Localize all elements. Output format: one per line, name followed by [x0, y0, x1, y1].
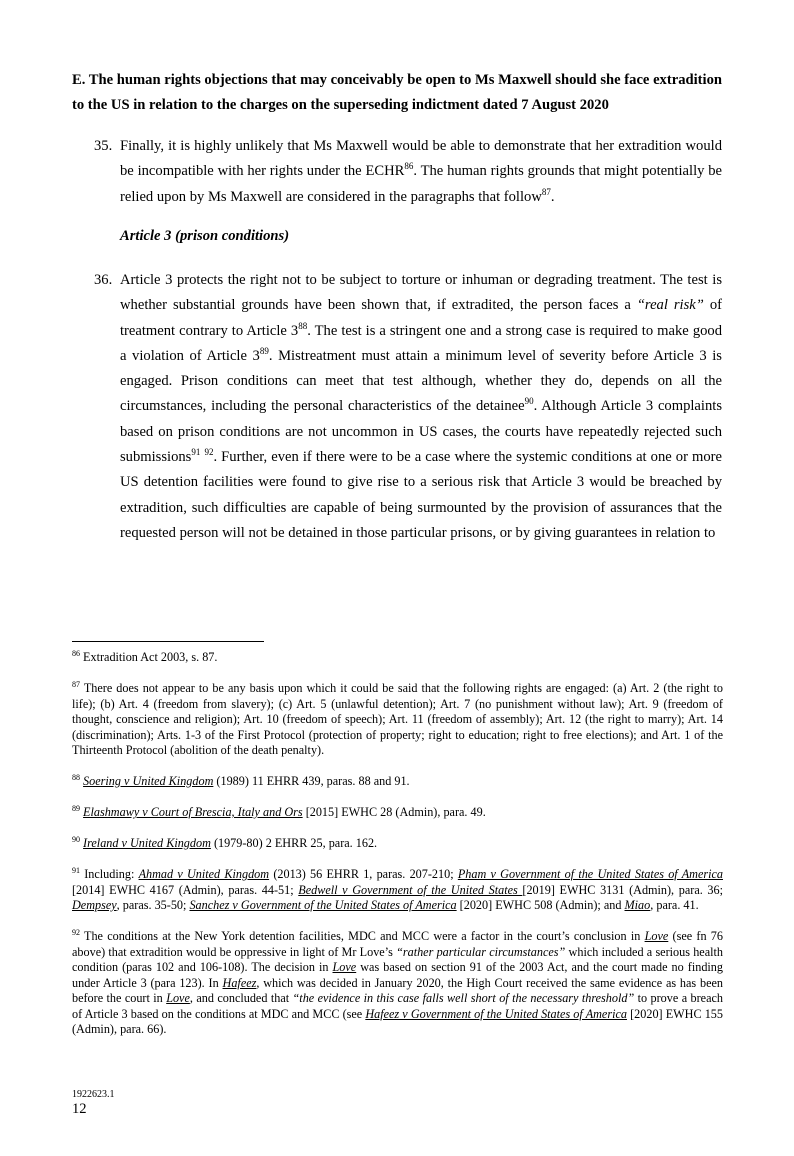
footnote-ref[interactable]: 92 — [204, 447, 214, 458]
paragraph-body — [120, 134, 722, 210]
footnote-87 — [72, 681, 723, 759]
footnote-number: 92 — [72, 927, 80, 937]
case-citation-link[interactable]: Love — [332, 960, 357, 974]
case-citation-link[interactable]: Bedwell v Government of the United States — [298, 882, 523, 897]
footnote-text: to prove a breach of Article 3 based on the conditions at MDC and MCC (see — [72, 991, 723, 1021]
footnote-number: 91 — [72, 865, 80, 875]
paragraph-text: Finally, it is highly unlikely that Ms Maxwell would be able to demonstrate that her extradition would be incompatible with her rights under the ECHR — [120, 138, 722, 180]
paragraph-text: . The human rights grounds that might potentially be relied upon by Ms Maxwell are considered in the paragraphs that follow — [120, 163, 722, 205]
footnote-text: Extradition Act 2003, s. 87. — [80, 650, 218, 664]
case-citation-link[interactable]: Pham v Government of the United States of America — [457, 867, 723, 881]
footnote-ref[interactable]: 91 — [191, 447, 201, 458]
footnote-text: (see fn 76 above) that extradition would be oppressive in light of Mr Love’s — [72, 929, 723, 959]
footnote-91 — [72, 867, 723, 914]
footnote-text: (1989) 11 EHRR 439, paras. 88 and 91. — [213, 774, 410, 788]
footnote-text: [2015] EWHC 28 (Admin), para. 49. — [302, 805, 486, 819]
footnote-text: was based on section 91 of the 2003 Act, and the court made no finding under Article 3 (para 123). In — [72, 960, 723, 990]
footnote-text: , para. 41. — [650, 898, 699, 912]
paragraph-text: Article 3 protects the right not to be subject to torture or inhuman or degrading treatment. The test is whether substantial grounds have been shown that, if extradited, the person faces a — [120, 272, 722, 314]
footnote-ref[interactable]: 86 — [404, 161, 414, 172]
footnote-92 — [72, 929, 723, 1038]
footnote-divider — [72, 641, 264, 642]
paragraph-35 — [94, 134, 722, 210]
footnote-text: [2020] EWHC 155 (Admin), para. 66). — [72, 1006, 723, 1036]
footnote-text: (2013) 56 EHRR 1, paras. 207-210; — [269, 867, 458, 881]
footnote-ref[interactable]: 88 — [298, 320, 308, 331]
case-citation-link[interactable]: Elashmawy v Court of Brescia, Italy and Ors — [83, 805, 303, 819]
footnote-88 — [72, 774, 723, 790]
paragraph-text: . The test is a stringent one and a strong case is required to make good a violation of Article 3 — [120, 322, 723, 364]
footnote-number: 88 — [72, 772, 80, 782]
paragraph-text: of treatment contrary to Article 3 — [120, 297, 722, 339]
paragraph-text: . — [550, 188, 555, 205]
footnote-text: The conditions at the New York detention facilities, MDC and MCC were a factor in the court’s conclusion in — [80, 929, 645, 943]
footnote-text: There does not appear to be any basis upon which it could be said that the following rights are engaged: (a) Art. 2 (the right to life); (b) Art. 4 (freedom from slavery); (c) Art. 5 (unlawful detention); Art. 7 (no punishment without law); Art. 9 (freedom of thought, conscience and religion); Art. 10 (freedom of speech); Art. 11 (freedom of assembly); Art. 12 (the right to marry); Art. 14 (discrimination); Arts. 1-3 of the First Protocol (protection of property; right to education; right to free elections); and Art. 1 of the Thirteenth Protocol (abolition of the death penalty). — [72, 681, 723, 757]
footnote-number: 90 — [72, 834, 80, 844]
quoted-phrase: “rather particular circumstances” — [396, 944, 566, 959]
footnote-ref[interactable]: 87 — [541, 186, 551, 197]
footnote-text: [2020] EWHC 508 (Admin); and — [456, 898, 625, 912]
footnotes — [72, 650, 723, 1053]
section-heading: E. The human rights objections that may conceivably be open to Ms Maxwell should she face extradition to the US in relation to the charges on the superseding indictment dated 7 August 2020 — [72, 72, 722, 113]
footnote-text: , and concluded that — [189, 991, 293, 1005]
footnote-number: 87 — [72, 679, 80, 689]
paragraph-36 — [94, 268, 722, 546]
case-citation-link[interactable]: Hafeez v Government of the United States of America — [365, 1006, 627, 1021]
footnote-text: which included a serious health condition (paras 102 and 106-108). The decision in — [72, 944, 723, 974]
subheading: Article 3 (prison conditions) — [120, 228, 290, 244]
footnote-text: [2014] EWHC 4167 (Admin), paras. 44-51; — [72, 882, 299, 897]
paragraph-text: . Further, even if there were to be a case where the systemic conditions at one or more US detention facilities were found to give rise to a serious risk that Article 3 would be breached by extradition, such difficulties are capable of being surmounted by the provision of assurances that the requested person will not be detained in those particular prisons, or by giving guarantees in relation to — [120, 449, 723, 541]
paragraph-number: 36. — [94, 272, 113, 288]
case-citation-link[interactable]: Ireland v United Kingdom — [83, 836, 211, 850]
footnote-text: [2019] EWHC 3131 (Admin), para. 36; — [522, 882, 724, 897]
footnote-text: , paras. 35-50; — [116, 898, 190, 912]
case-citation-link[interactable]: Ahmad v United Kingdom — [138, 867, 270, 881]
paragraph-number: 35. — [94, 138, 113, 154]
case-citation-link[interactable]: Dempsey — [72, 898, 117, 912]
paragraph-body — [120, 268, 722, 546]
footnote-90 — [72, 836, 723, 852]
footnote-text: Including: — [80, 867, 139, 881]
footnote-number: 89 — [72, 803, 80, 813]
footnote-text: (1979-80) 2 EHRR 25, para. 162. — [210, 836, 378, 850]
paragraph-text: . Mistreatment must attain a minimum level of severity before Article 3 is engaged. Prison conditions can meet that test although, whether they do, depends on all the circumstances, including the personal characteristics of the detainee — [120, 347, 722, 415]
footnote-89 — [72, 805, 723, 821]
footnote-number: 86 — [72, 648, 80, 658]
case-citation-link[interactable]: Hafeez — [222, 975, 257, 990]
footnote-86 — [72, 650, 723, 666]
footnote-ref[interactable]: 90 — [524, 396, 534, 407]
paragraph-text: . Although Article 3 complaints based on prison conditions are not uncommon in US cases, the courts have repeatedly rejected such submissions — [120, 398, 722, 466]
case-citation-link[interactable]: Miao — [624, 898, 651, 912]
page-number: 12 — [72, 1101, 87, 1117]
footnote-text: , which was decided in January 2020, the High Court received the same evidence as has been before the court in — [72, 975, 723, 1005]
case-citation-link[interactable]: Love — [644, 929, 669, 943]
footnote-ref[interactable]: 89 — [259, 346, 269, 357]
quoted-phrase: “the evidence in this case falls well short of the necessary threshold” — [292, 991, 635, 1005]
case-citation-link[interactable]: Soering v United Kingdom — [83, 774, 214, 788]
quoted-phrase: “real risk” — [636, 297, 704, 314]
document-reference: 1922623.1 — [72, 1089, 115, 1100]
case-citation-link[interactable]: Love — [166, 991, 190, 1005]
case-citation-link[interactable]: Sanchez v Government of the United States of America — [189, 898, 457, 912]
